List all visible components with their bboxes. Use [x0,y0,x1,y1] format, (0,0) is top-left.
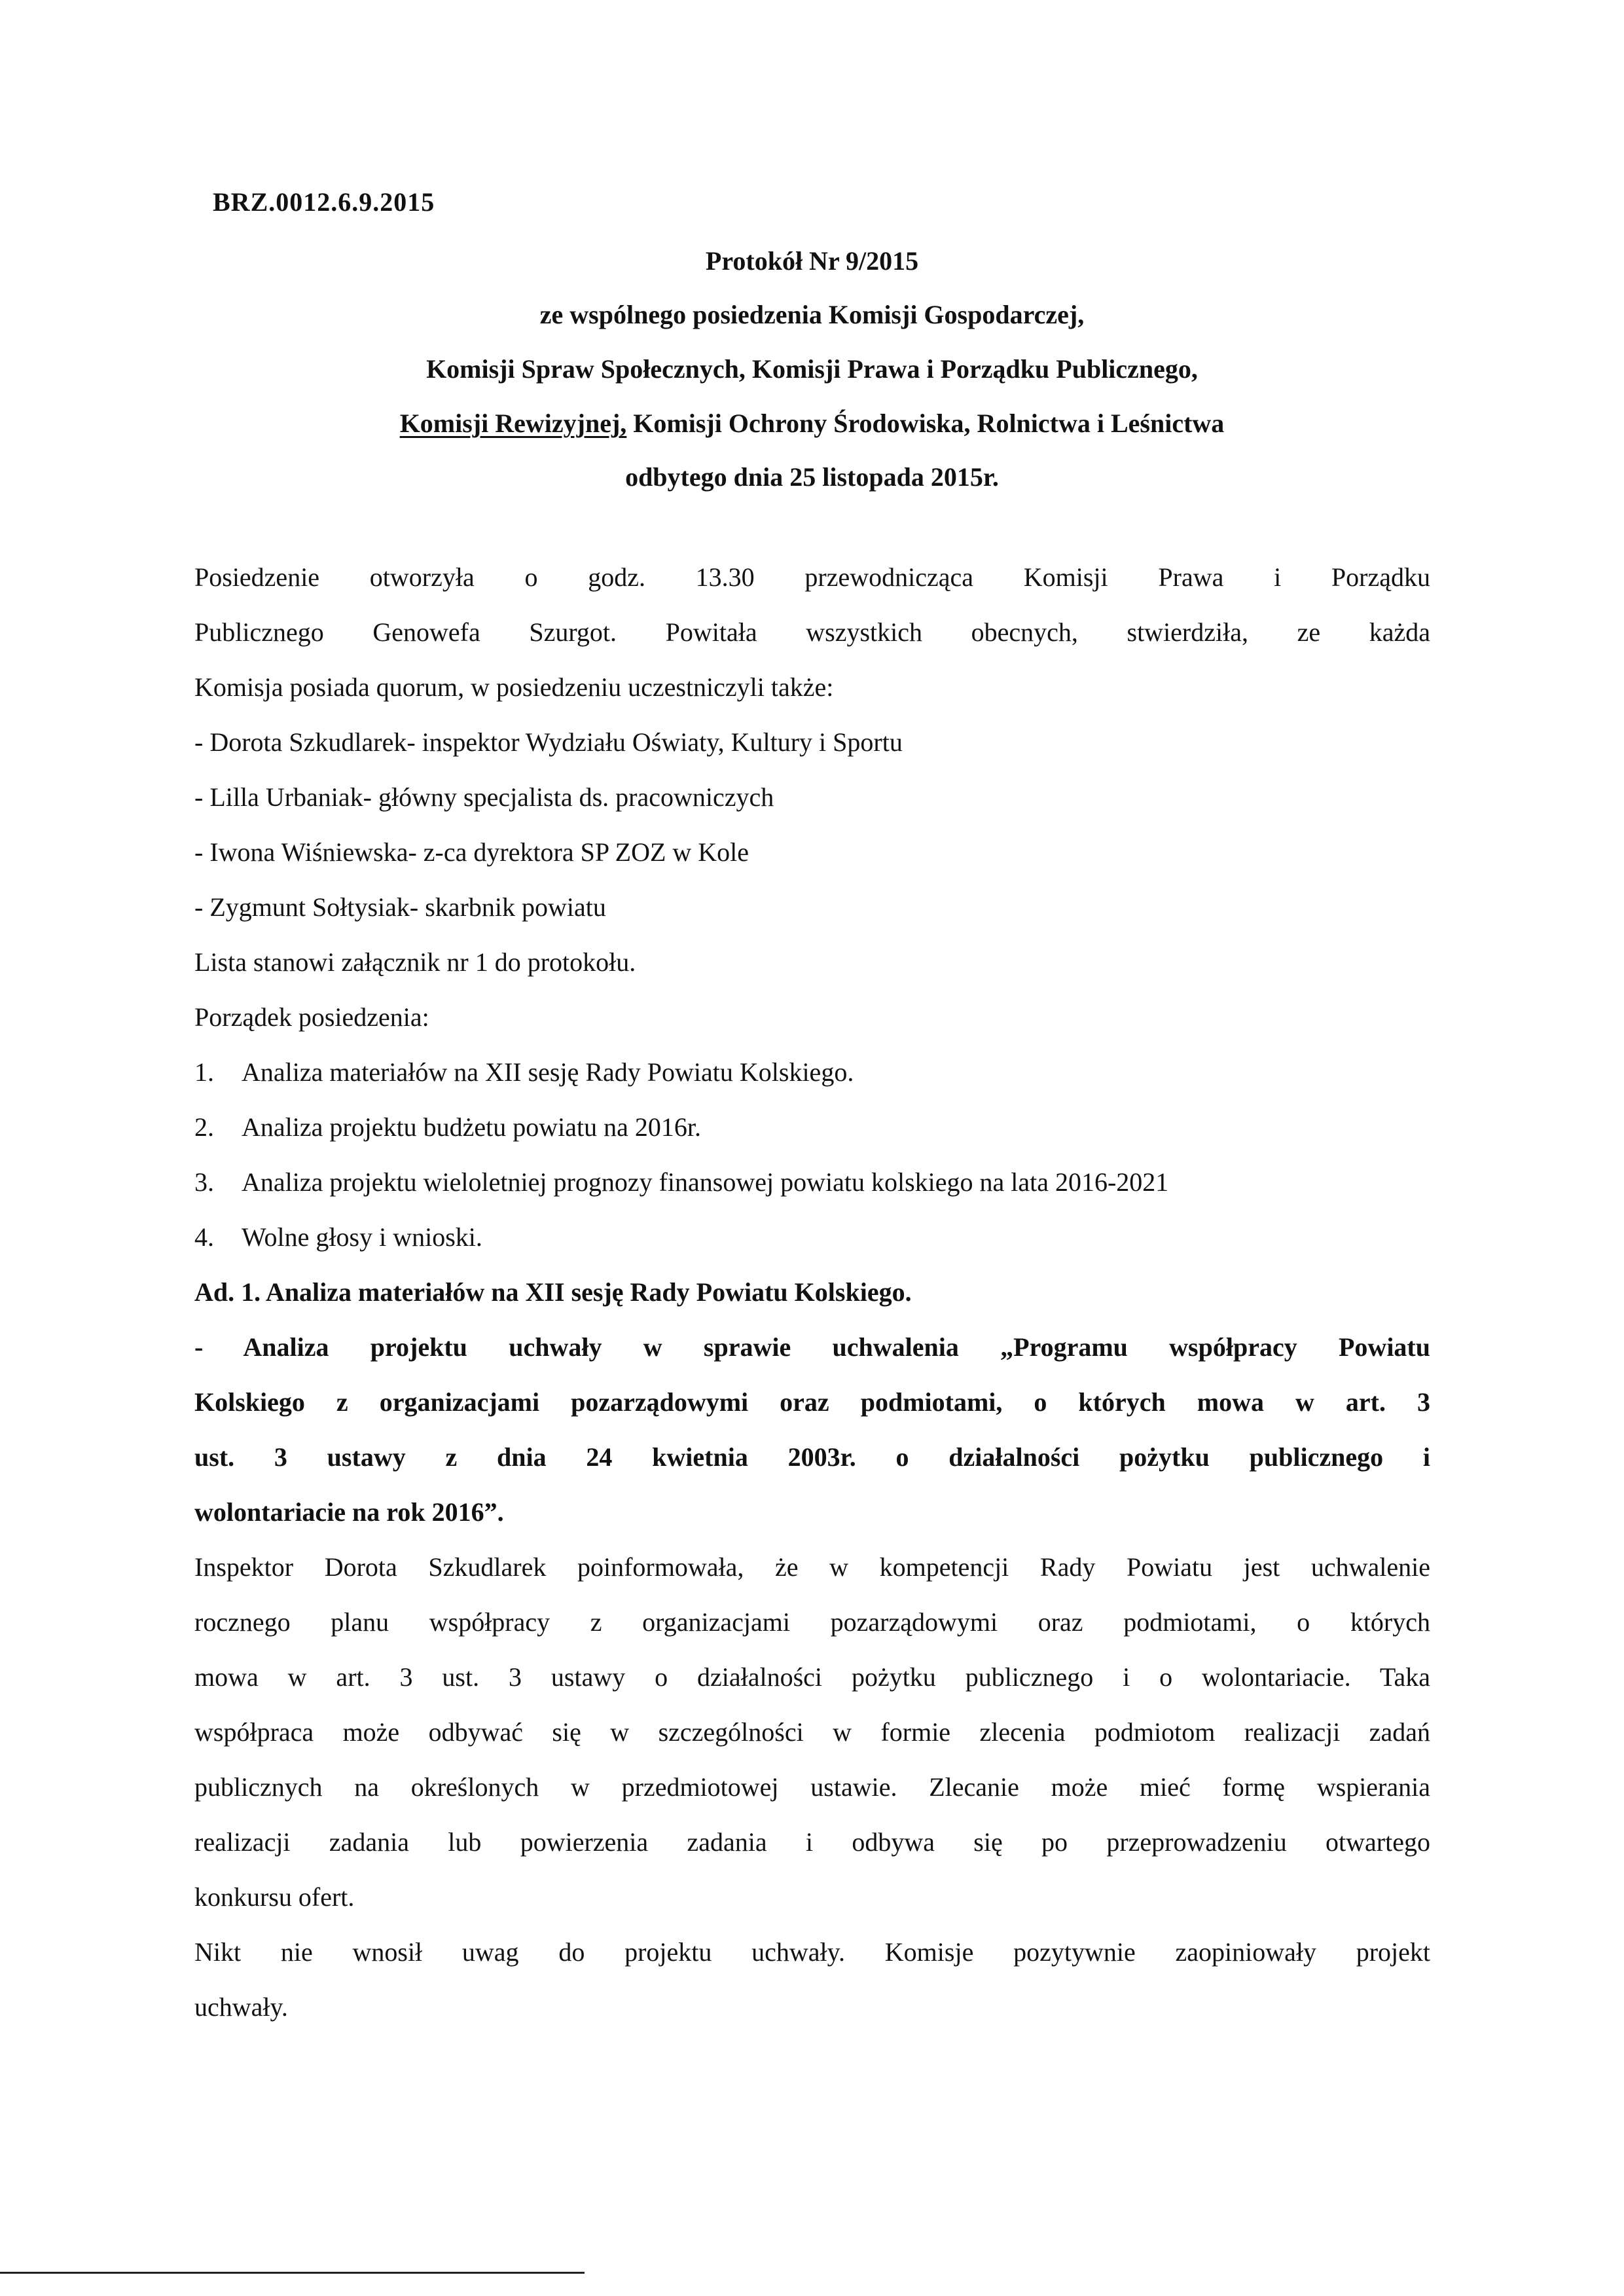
section-1-topic-line-4: wolontariacie na rok 2016”. [194,1497,504,1527]
section-1-paragraph-line: współpraca może odbywać się w szczególności w formie zlecenia podmiotom realizacji zadań [194,1717,1430,1747]
subtitle-rest-part: Komisji Ochrony Środowiska, Rolnictwa i Leśnictwa [626,409,1225,438]
agenda-label: Porządek posiedzenia: [194,1002,429,1032]
meeting-date-line: odbytego dnia 25 listopada 2015r. [625,462,999,492]
document-reference: BRZ.0012.6.9.2015 [213,187,435,217]
section-1-closing-line-2: uchwały. [194,1992,288,2022]
section-1-heading: Ad. 1. Analiza materiałów na XII sesję Rady Powiatu Kolskiego. [194,1277,912,1307]
section-1-topic-line-2: Kolskiego z organizacjami pozarządowymi oraz podmiotami, o których mowa w art. 3 [194,1387,1430,1417]
attendee-item: - Lilla Urbaniak- główny specjalista ds. pracowniczych [194,782,774,812]
intro-line-1: Posiedzenie otworzyła o godz. 13.30 przewodnicząca Komisji Prawa i Porządku [194,562,1430,592]
attendee-item: - Iwona Wiśniewska- z-ca dyrektora SP ZOZ w Kole [194,837,749,867]
section-1-topic-line-1: - Analiza projektu uchwały w sprawie uchwalenia „Programu współpracy Powiatu [194,1332,1430,1362]
section-1-topic-line-3: ust. 3 ustawy z dnia 24 kwietnia 2003r. o działalności pożytku publicznego i [194,1442,1430,1472]
section-1-paragraph-line: konkursu ofert. [194,1882,355,1912]
footnote-divider [0,2272,585,2274]
agenda-item: 3. Analiza projektu wieloletniej prognozy finansowej powiatu kolskiego na lata 2016-2021 [194,1167,1169,1197]
intro-line-2: Publicznego Genowefa Szurgot. Powitała wszystkich obecnych, stwierdziła, ze każda [194,617,1430,647]
section-1-paragraph-line: mowa w art. 3 ust. 3 ustawy o działalności pożytku publicznego i o wolontariacie. Taka [194,1662,1430,1692]
section-1-paragraph-line: rocznego planu współpracy z organizacjami pozarządowymi oraz podmiotami, o których [194,1607,1430,1637]
section-1-closing-line-1: Nikt nie wnosił uwag do projektu uchwały. Komisje pozytywnie zaopiniowały projekt [194,1937,1430,1967]
agenda-item: 1. Analiza materiałów na XII sesję Rady Powiatu Kolskiego. [194,1057,854,1087]
document-subtitle-line-2: Komisji Spraw Społecznych, Komisji Prawa i Porządku Publicznego, [426,354,1198,384]
agenda-item: 4. Wolne głosy i wnioski. [194,1222,482,1252]
document-title: Protokół Nr 9/2015 [705,246,919,276]
intro-line-3: Komisja posiada quorum, w posiedzeniu uczestniczyli także: [194,672,834,702]
section-1-paragraph-line: publicznych na określonych w przedmiotowej ustawie. Zlecanie może mieć formę wspierania [194,1772,1430,1802]
attachment-note: Lista stanowi załącznik nr 1 do protokołu. [194,947,636,977]
document-subtitle-line-1: ze wspólnego posiedzenia Komisji Gospodarczej, [539,300,1085,329]
section-1-paragraph-line: Inspektor Dorota Szkudlarek poinformowała, że w kompetencji Rady Powiatu jest uchwalenie [194,1552,1430,1582]
document-subtitle-line-3 [0,408,1624,439]
section-1-paragraph-line: realizacji zadania lub powierzenia zadania i odbywa się po przeprowadzeniu otwartego [194,1827,1430,1857]
subtitle-underlined-part: Komisji Rewizyjnej, [399,409,627,438]
attendee-item: - Zygmunt Sołtysiak- skarbnik powiatu [194,892,606,922]
attendee-item: - Dorota Szkudlarek- inspektor Wydziału Oświaty, Kultury i Sportu [194,727,903,757]
document-body [194,550,1430,2035]
agenda-item: 2. Analiza projektu budżetu powiatu na 2016r. [194,1112,702,1142]
